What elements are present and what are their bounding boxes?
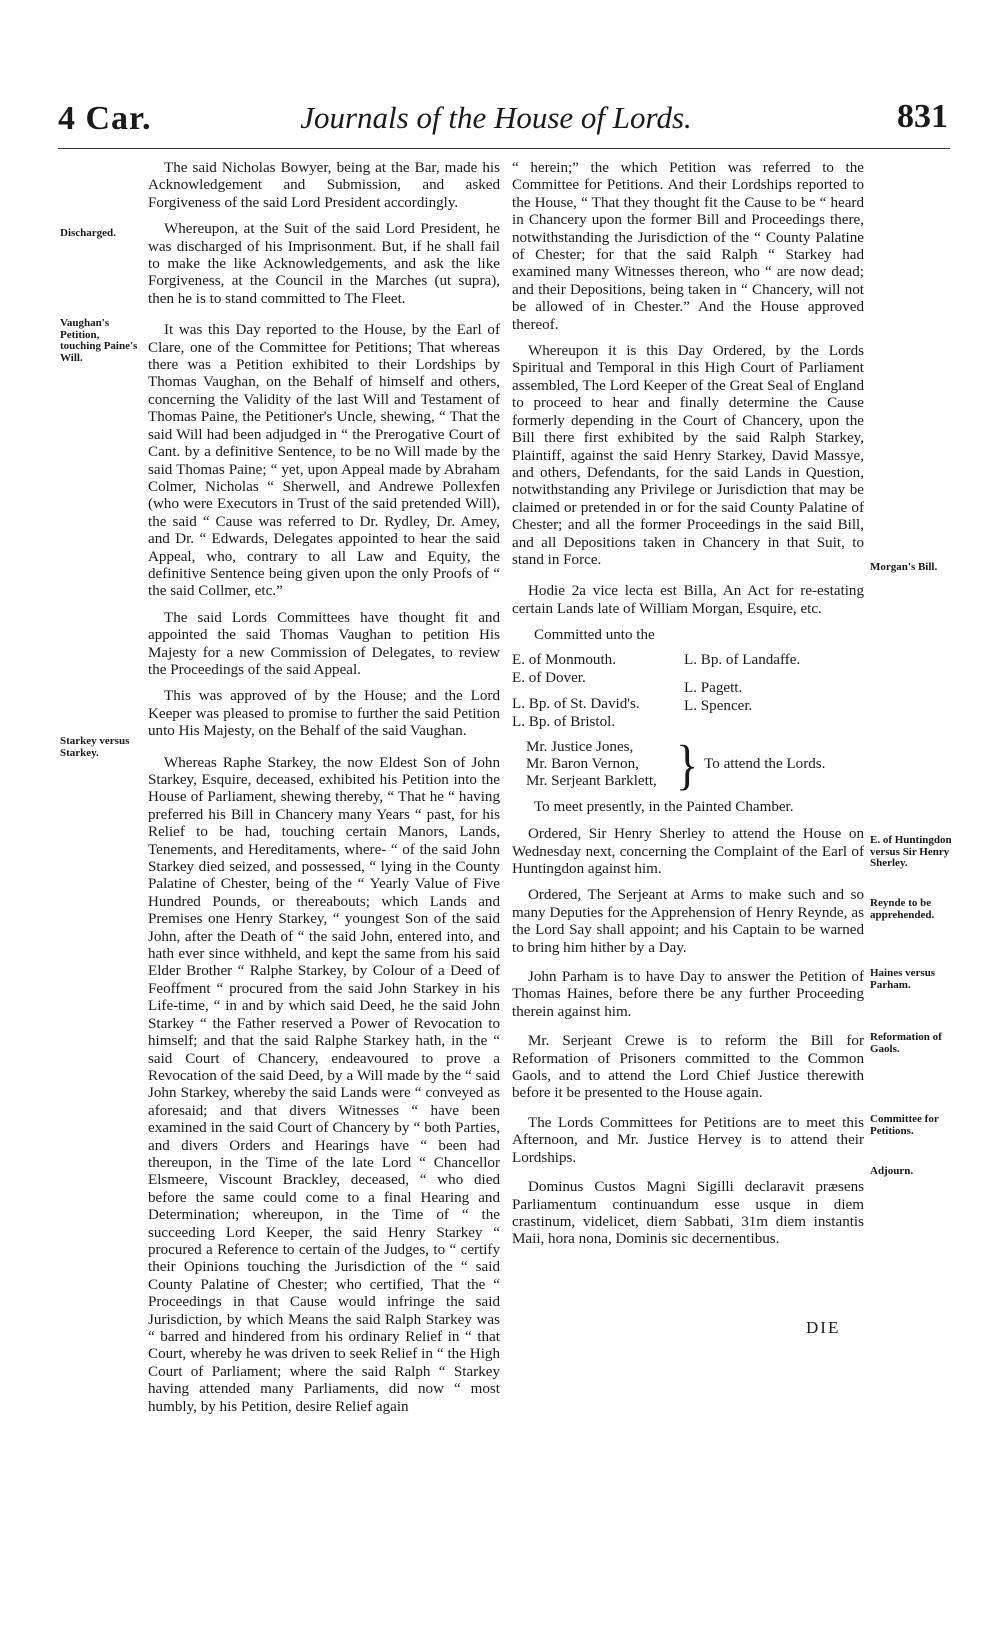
justice-name: Mr. Justice Jones,: [526, 738, 634, 755]
attend-note: To attend the Lords.: [704, 755, 826, 772]
bowyer-paragraph: The said Nicholas Bowyer, being at the Bar, made his Acknowledgement and Submission, and asked Forgiveness of the said Lord President accordingly.: [148, 160, 500, 211]
margin-note-morgan: Morgan's Bill.: [870, 561, 938, 573]
committee-list: [512, 627, 864, 816]
margin-note-reynde: Reynde to be apprehended.: [870, 897, 935, 921]
justice-name: Mr. Baron Vernon,: [526, 755, 639, 772]
morgan-bill-paragraph: Hodie 2a vice lecta est Billa, An Act for re-estating certain Lands late of William Morgan, Esquire, etc.: [512, 583, 864, 617]
discharge-paragraph: Whereupon, at the Suit of the said Lord President, he was discharged of his Imprisonment. But, if he shall fail to make the like Acknowledgements, and ask the like Forgiveness, at the Council in the Marches (ut supra), then he is to stand committed to The Fleet.: [148, 221, 500, 307]
committee-title: Committed unto the: [534, 627, 655, 644]
header-rule: [58, 148, 950, 149]
margin-note-gaols: Reformation of Gaols.: [870, 1031, 942, 1055]
margin-note-discharged: Discharged.: [60, 227, 116, 239]
order-paragraph: Whereupon it is this Day Ordered, by the Lords Spiritual and Temporal in this High Court of Parliament assembled, The Lord Keeper of the Great Seal of England to proceed to hear and finally determine the Cause formerly depending in the Court of Chancery, upon the Bill there first exhibited by the said Ralph Starkey, Plaintiff, against the said Henry Starkey, David Massye, and others, Defendants, for the said Lands in Question, notwithstanding any Privilege or Jurisdiction that may be claimed or pretended in or for the said County Palatine of Chester; and all the former Proceedings in the said Bill, and all Depositions taken in Chancery in that Suit, to stand in Force.: [512, 343, 864, 568]
left-column: [148, 160, 500, 1425]
margin-note-huntingdon: E. of Huntingdon versus Sir Henry Sherley.: [870, 834, 952, 870]
margin-note-haines: Haines versus Parham.: [870, 967, 936, 991]
petition-continuation: “ herein;” the which Petition was referred to the Committee for Petitions. And their Lordships reported to the House, “ That they thought fit the Cause to be “ heard in Chancery upon the former Bill and Proceedings there, notwithstanding the Jurisdiction of the “ County Palatine of Chester; for that the said Ralph “ Starkey had examined many Witnesses thereon, who “ are now dead; and their Depositions, being taken in “ Chancery, will not be allowed of in Chester.” And the House approved thereof.: [512, 160, 864, 333]
justice-name: Mr. Serjeant Barklett,: [526, 773, 657, 790]
margin-note-starkey: Starkey versus Starkey.: [60, 735, 130, 759]
starkey-petition-paragraph: Whereas Raphe Starkey, the now Eldest Son of John Starkey, Esquire, deceased, exhibited his Petition into the House of Parliament, shewing thereby, “ That he “ having preferred his Bill in Chancery many Years “ past, for his Relief to be had, touching certain Manors, Lands, Tenements, and Hereditaments, where- “ of the said John Starkey died seized, and possessed, “ lying in the County Palatine of Chester, being of the “ Yearly Value of Five Hundred Pounds, or thereabouts; which Lands and Premises one Henry Starkey, “ youngest Son of the said John, after the Death of “ the said John, entered into, and hath ever since withheld, and kept the same from his said Elder Brother “ Ralphe Starkey, by Colour of a Deed of Feoffment “ procured from the said John Starkey in his Life-time, “ in and by which said Deed, he the said John Starkey “ the Father reserved a Power of Revocation to himself; and that the said Ralphe Starkey hath, in the “ said Court of Chancery, endeavoured to prove a Revocation of the said Deed, by a Will made by the “ said John Starkey, whereby the said Lands were “ conveyed as aforesaid; and that divers Witnesses “ have been examined in the said Court of Chancery by “ both Parties, and divers Orders and Hearings have “ been had thereupon, in the Time of the late Lord “ Chancellor Elsmeere, Viscount Brackley, deceased, “ who died before the same could come to a final Hearing and Determination; whereupon, in the Time of “ the succeeding Lord Keeper, the said Henry Starkey “ procured a Reference to certain of the Judges, to “ certify their Opinions touching the Jurisdiction of the “ said County Palatine of Chester; who certified, That the “ Proceedings in that Cause would infringe the said Jurisdiction, by which Means the said Ralph Starkey was “ barred and hindered from his ordinary Relief in “ that Court, whereby he was driven to seek Relief in “ the High Court of Parliament; where the said Ralph “ Starkey having attended many Parliaments, did now “ most humbly, by his Petition, desire Relief again: [148, 754, 500, 1415]
committee-member: L. Pagett.: [684, 679, 743, 696]
meeting-note: To meet presently, in the Painted Chamber.: [534, 798, 794, 815]
committee-member: L. Spencer.: [684, 697, 753, 714]
adjournment-paragraph: Dominus Custos Magni Sigilli declaravit præsens Parliamentum continuandum esse usque in diem crastinum, videlicet, diem Sabbati, 31m diem instantis Maii, hora nona, Dominis sic decernentibus.: [512, 1179, 864, 1248]
committee-member: L. Bp. of Bristol.: [512, 713, 616, 730]
committee-meeting-paragraph: The Lords Committees for Petitions are to meet this Afternoon, and Mr. Justice Hervey is to attend their Lordships.: [512, 1114, 864, 1166]
page-number: 831: [897, 98, 948, 135]
margin-note-adjourn: Adjourn.: [870, 1165, 914, 1177]
margin-note-vaughan: Vaughan's Petition, touching Paine's Will.: [60, 317, 138, 364]
journal-title: Journals of the House of Lords.: [300, 100, 692, 135]
margin-note-committee: Committee for Petitions.: [870, 1113, 939, 1137]
gaols-paragraph: Mr. Serjeant Crewe is to reform the Bill for Reformation of Prisoners committed to the Common Gaols, and to attend the Lord Chief Justice therewith before it be presented to the House again.: [512, 1033, 864, 1102]
committee-member: E. of Dover.: [512, 669, 586, 686]
sherley-order: Ordered, Sir Henry Sherley to attend the House on Wednesday next, concerning the Complaint of the Earl of Huntingdon against him.: [512, 826, 864, 877]
reynde-order: Ordered, The Serjeant at Arms to make such and so many Deputies for the Apprehension of Henry Reynde, as the Lord Say shall appoint; and his Captain to be warned to bring him hither by a Day.: [512, 887, 864, 956]
committee-member: L. Bp. of St. David's.: [512, 695, 640, 712]
catchword: DIE: [806, 1318, 841, 1337]
committee-member: E. of Monmouth.: [512, 651, 616, 668]
committee-member: L. Bp. of Landaffe.: [684, 651, 801, 668]
vaughan-report-paragraph: It was this Day reported to the House, by the Earl of Clare, one of the Committee for Petitions; That whereas there was a Petition exhibited to their Lordships by Thomas Vaughan, on the Behalf of himself and others, concerning the Validity of the last Will and Testament of Thomas Paine, the Petitioner's Uncle, shewing, “ That the said Will had been adjudged in “ the Prerogative Court of Cant. by a definitive Sentence, to be no Will made by the said Thomas Paine; “ yet, upon Appeal made by Abraham Colmer, Nicholas “ Sherwell, and Andrewe Pollexfen (who were Executors in Trust of the said pretended Will), the said “ Cause was referred to Dr. Rydley, Dr. Amey, and Dr. “ Edwards, Delegates appointed to hear the said Appeal, who, contrary to all Law and Equity, the definitive Sentence being given upon the only Proofs of “ the said Collmer, etc.”: [148, 322, 500, 600]
parham-paragraph: John Parham is to have Day to answer the Petition of Thomas Haines, before there be any further Proceeding therein against him.: [512, 969, 864, 1020]
committee-decision-paragraph: The said Lords Committees have thought fit and appointed the said Thomas Vaughan to petition His Majesty for a new Commission of Delegates, to review the Proceedings of the said Appeal.: [148, 609, 500, 678]
right-column: [512, 160, 864, 1258]
brace-icon: }: [676, 733, 699, 795]
regnal-year: 4 Car.: [58, 100, 152, 137]
approval-paragraph: This was approved of by the House; and the Lord Keeper was pleased to promise to further the said Petition unto His Majesty, on the Behalf of the said Vaughan.: [148, 688, 500, 740]
justices-block: [512, 733, 864, 795]
page-header: [0, 92, 992, 142]
